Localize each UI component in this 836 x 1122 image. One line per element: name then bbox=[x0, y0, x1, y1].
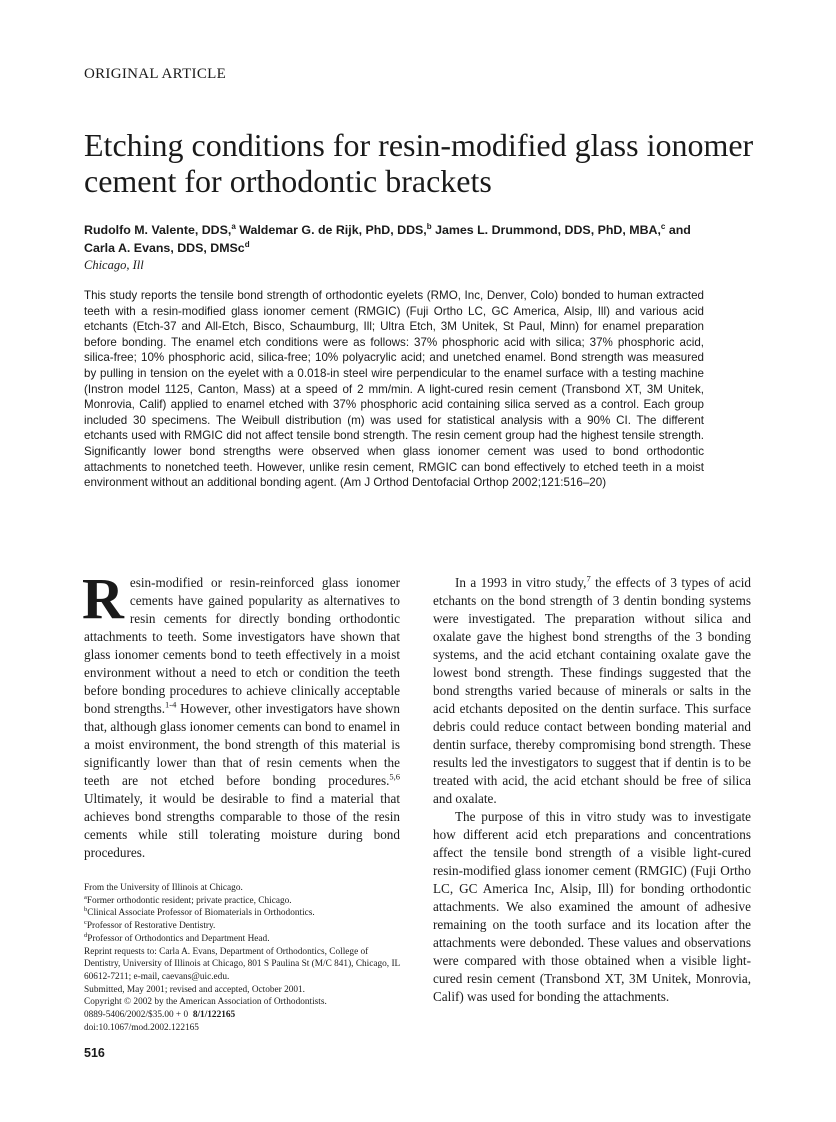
author-affiliation-mark: d bbox=[244, 239, 250, 249]
author-separator: and bbox=[665, 223, 691, 237]
article-title: Etching conditions for resin-modified glass ionomer cement for orthodontic brackets bbox=[84, 127, 754, 199]
footnote-mark: b bbox=[84, 906, 88, 914]
body-column-right bbox=[433, 574, 751, 1006]
body-text: the effects of 3 types of acid etchants on the bond strength of 3 dentin bonding systems were investigated. The preparation without silica and oxalate gave the highest bond strengths of the 3 bonding systems, and the acid etchant containing oxalate gave the lowest bond strength. These findings suggested that the bond strengths varied because of minerals or salts in the acid etchants deposited on the dentin surface. This surface debris could reduce contact between bonding material and dentin surface, thereby compromising bond strength. These results led the investigators to suggest that if dentin is to be treated with acid, the acid etchant should be free of silica and oxalate. bbox=[433, 575, 751, 806]
author-location: Chicago, Ill bbox=[84, 258, 144, 272]
footnote-reprint: Reprint requests to: Carla A. Evans, Department of Orthodontics, College of Dentistry, University of Illinois at Chicago, 801 S Paulina St (M/C 841), Chicago, IL 60612-7211; e-mail, caevans@uic.edu. bbox=[84, 946, 400, 982]
footnotes bbox=[84, 882, 402, 1034]
issn-text: 0889-5406/2002/$35.00 + 0 bbox=[84, 1010, 189, 1021]
body-text: However, other investigators have shown that, although glass ionomer cements can bond to enamel in a moist environment, the bond strength of this material is significantly lower than that of resin cements when the teeth are not etched before bonding procedures. bbox=[84, 701, 400, 788]
footnote-item bbox=[84, 920, 402, 933]
body-text: Ultimately, it would be desirable to find a material that achieves bond strengths comparable to those of the resin cements while still tolerating moisture during bond procedures. bbox=[84, 791, 400, 860]
footnote-issn bbox=[84, 1009, 402, 1022]
footnote-text: Clinical Associate Professor of Biomaterials in Orthodontics. bbox=[87, 908, 315, 919]
body-text: In a 1993 in vitro study, bbox=[455, 575, 587, 590]
citation-ref: 5,6 bbox=[389, 771, 400, 782]
author-name: Carla A. Evans, DDS, DMSc bbox=[84, 241, 245, 255]
drop-cap: R bbox=[82, 566, 124, 631]
author-affiliation-mark: c bbox=[660, 221, 666, 231]
footnote-item bbox=[84, 895, 402, 908]
issn-code: 8/1/122165 bbox=[192, 1010, 236, 1021]
footnote-text: Professor of Restorative Dentistry. bbox=[86, 921, 216, 932]
section-label: ORIGINAL ARTICLE bbox=[84, 66, 227, 82]
abstract: This study reports the tensile bond strength of orthodontic eyelets (RMO, Inc, Denver, Colo) bonded to human extracted teeth with a resin-modified glass ionomer cement (RMGIC) (Fuji Ortho LC, GC America, Alsip, Ill) and various acid etchants (Etch-37 and All-Etch, Bisco, Schaumburg, Ill; Ultra Etch, 3M Unitek, St Paul, Minn) for enamel preparation before bonding. The enamel etch conditions were as follows: 37% phosphoric acid with silica; 37% phosphoric acid, silica-free; 10% phosphoric acid, silica-free; 10% polyacrylic acid; and unetched enamel. Bond strength was measured by pulling in tension on the eyelet with a 0.018-in steel wire perpendicular to the enamel surface with a testing machine (Instron model 1125, Canton, Mass) at a speed of 2 mm/min. A light-cured resin cement (Transbond XT, 3M Unitek, Monrovia, Calif) applied to enamel etched with 37% phosphoric acid containing silica served as a control. Each group included 30 specimens. The Weibull distribution (m) was used for statistical analysis with a 90% CI. The different etchants used with RMGIC did not affect tensile bond strength. The resin cement group had the highest tensile strength. Significantly lower bond strengths were observed when glass ionomer cement was used to bond orthodontic attachments to nonetched teeth. However, unlike resin cement, RMGIC can bond effectively to etched teeth in a moist environment without an additional bonding agent. (Am J Orthod Dentofacial Orthop 2002;121:516–20) bbox=[84, 289, 704, 490]
author-name: Rudolfo M. Valente, DDS, bbox=[84, 223, 232, 237]
author-affiliation-mark: b bbox=[426, 221, 432, 231]
footnote-copyright: Copyright © 2002 by the American Association of Orthodontists. bbox=[84, 997, 327, 1008]
footnote-doi: doi:10.1067/mod.2002.122165 bbox=[84, 1022, 199, 1033]
footnote-submitted: Submitted, May 2001; revised and accepted, October 2001. bbox=[84, 984, 306, 995]
body-paragraph: The purpose of this in vitro study was to investigate how different acid etch preparations and concentrations affect the tensile bond strength of a visible light-cured resin-modified glass ionomer cement (RMGIC) (Fuji Ortho LC, GC America Inc, Alsip, Ill) for bonding orthodontic attachments. We also examined the amount of adhesive remaining on the tooth surface and its location after the attachments were debonded. These values and observations were compared with those obtained when a visible light-cured resin cement (Transbond XT, 3M Unitek, Monrovia, Calif) was used for bonding the attachments. bbox=[433, 809, 751, 1004]
author-name: Waldemar G. de Rijk, PhD, DDS, bbox=[239, 223, 427, 237]
footnote-mark: a bbox=[84, 893, 87, 901]
body-column-left bbox=[82, 566, 400, 862]
footnote-text: Professor of Orthodontics and Department Head. bbox=[87, 933, 270, 944]
citation-ref: 7 bbox=[586, 573, 591, 584]
body-paragraph bbox=[82, 566, 400, 862]
footnote-mark: c bbox=[84, 919, 87, 927]
author-affiliation-mark: a bbox=[231, 221, 236, 231]
footnote-item bbox=[84, 907, 402, 920]
citation-ref: 1-4 bbox=[165, 699, 177, 710]
footnote-item bbox=[84, 933, 402, 946]
footnote-affiliation: From the University of Illinois at Chicago. bbox=[84, 883, 243, 893]
body-paragraph bbox=[433, 574, 751, 808]
footnote-mark: d bbox=[84, 931, 88, 939]
author-name: James L. Drummond, DDS, PhD, MBA, bbox=[435, 223, 661, 237]
footnote-text: Former orthodontic resident; private practice, Chicago. bbox=[86, 895, 292, 906]
body-text: esin-modified or resin-reinforced glass ionomer cements have gained popularity as alternatives to resin cements for directly bonding orthodontic attachments to teeth. Some investigators have shown that glass ionomer cements bond to teeth effectively in a moist environment without a need to etch or condition the teeth before bonding procedures to achieve clinically acceptable bond strengths. bbox=[84, 575, 400, 716]
page-number: 516 bbox=[84, 1046, 105, 1060]
author-list bbox=[84, 221, 764, 257]
